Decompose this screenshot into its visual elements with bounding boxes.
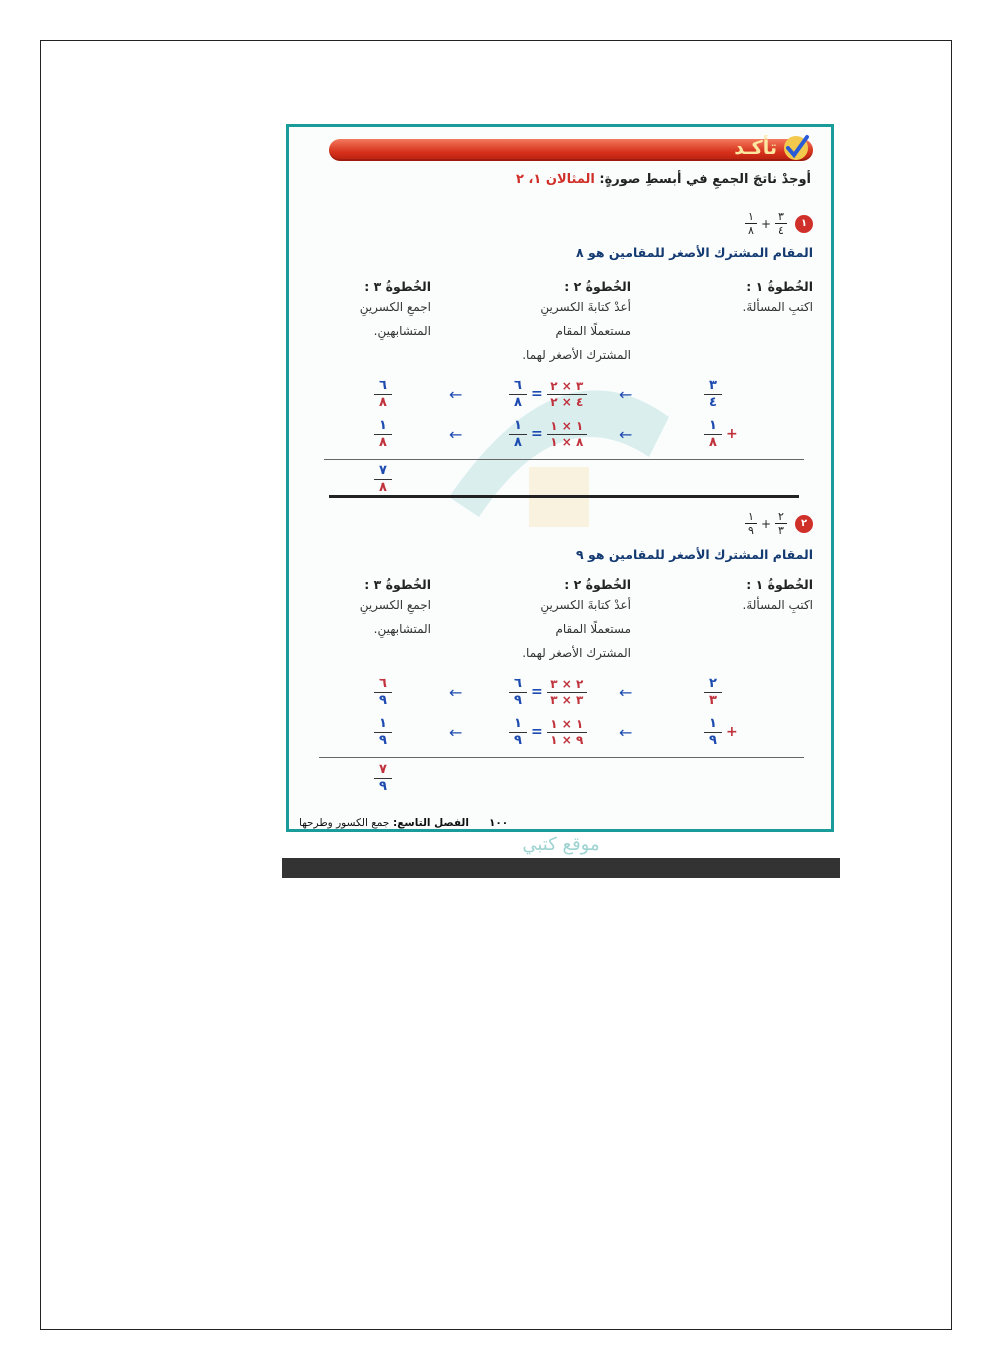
step-text: اجمعِ الكسرينِ (359, 598, 431, 612)
textbook-scan (282, 120, 840, 878)
problem-expression (745, 511, 787, 536)
arrow-icon: ← (619, 385, 633, 404)
step-label: الخُطوةُ ١ : (746, 279, 813, 294)
fraction: $\frac{١}{٨}$ (745, 211, 757, 236)
problem-expression (745, 211, 787, 236)
problem-badge: ٢ (795, 515, 813, 533)
problem-badge: ١ (795, 215, 813, 233)
step-text: المشترك الأصغر لهما. (522, 646, 631, 660)
step-text: اكتبِ المسألةَ. (742, 300, 813, 314)
sum-line (319, 757, 804, 758)
step-label: الخُطوةُ ٣ : (364, 279, 431, 294)
lcd-statement: المقام المشترك الأصغر للمقامين هو ٩ (576, 547, 813, 562)
final-fraction: ١ ٩ (374, 717, 392, 748)
step-text: اكتبِ المسألةَ. (742, 598, 813, 612)
step-label: الخُطوةُ ٢ : (564, 577, 631, 592)
problem-1-header (745, 211, 813, 236)
step-text: أعدْ كتابةَ الكسرينِ (540, 598, 631, 612)
step-2 (481, 279, 631, 367)
step-text: مستعملًا المقام (555, 622, 631, 636)
original-fraction: ٢ ٣ (704, 677, 722, 708)
arrow-icon: ← (619, 723, 633, 742)
step-label: الخُطوةُ ٣ : (364, 577, 431, 592)
rewritten-fraction: ١ ٨ = ١ × ١ ٨ × ١ (509, 419, 587, 450)
step-text: أعدْ كتابةَ الكسرينِ (540, 300, 631, 314)
step-label: الخُطوةُ ٢ : (564, 279, 631, 294)
arrow-icon: ← (449, 425, 463, 444)
instruction (516, 172, 811, 187)
final-fraction: ٦ ٩ (374, 677, 392, 708)
rewritten-fraction: ١ ٩ = ١ × ١ ٩ × ١ (509, 717, 587, 748)
original-fraction: ٣ ٤ (704, 379, 722, 410)
arrow-icon: ← (619, 683, 633, 702)
sum-fraction: ٧ ٨ (374, 464, 392, 495)
section-divider (329, 495, 799, 498)
sum-line (324, 459, 804, 460)
step-1 (683, 577, 813, 617)
original-fraction: ١ ٨ + (704, 419, 738, 450)
arrow-icon: ← (449, 385, 463, 404)
title-text: تأكـد (734, 137, 777, 159)
content-frame (286, 124, 834, 832)
final-fraction: ٦ ٨ (374, 379, 392, 410)
rewritten-fraction: ٦ ٩ = ٢ × ٣ ٣ × ٣ (509, 677, 587, 708)
plus-sign: + (760, 216, 771, 231)
final-fraction: ١ ٨ (374, 419, 392, 450)
fraction: $\frac{٢}{٣}$ (775, 511, 787, 536)
chapter-info: الفصل التاسع: جمع الكسور وطرحها (299, 817, 469, 829)
fraction: $\frac{٣}{٤}$ (775, 211, 787, 236)
step-1 (683, 279, 813, 319)
scan-bottom-bar (282, 858, 840, 878)
original-fraction: ١ ٩ + (704, 717, 738, 748)
arrow-icon: ← (449, 723, 463, 742)
step-text: المتشابهينِ. (373, 622, 431, 636)
step-text: المتشابهينِ. (373, 324, 431, 338)
plus-sign: + (760, 516, 771, 531)
step-3 (311, 577, 431, 641)
problem-2-header (745, 511, 813, 536)
instruction-text: أوجدْ ناتجَ الجمعِ في أبسطِ صورةٍ: (599, 172, 811, 187)
section-title (734, 131, 811, 165)
lcd-statement: المقام المشترك الأصغر للمقامين هو ٨ (576, 245, 813, 260)
page-number: ١٠٠ (488, 817, 509, 829)
arrow-icon: ← (449, 683, 463, 702)
rewritten-fraction: ٦ ٨ = ٣ × ٢ ٤ × ٢ (509, 379, 587, 410)
step-text: المشترك الأصغر لهما. (522, 348, 631, 362)
step-text: اجمعِ الكسرينِ (359, 300, 431, 314)
page-footer (299, 817, 508, 829)
arrow-icon: ← (619, 425, 633, 444)
step-2 (481, 577, 631, 665)
step-text: مستعملًا المقام (555, 324, 631, 338)
site-watermark: موقع كتبي (522, 834, 600, 855)
checkmark-icon (781, 133, 811, 163)
fraction: $\frac{١}{٩}$ (745, 511, 757, 536)
step-3 (311, 279, 431, 343)
step-label: الخُطوةُ ١ : (746, 577, 813, 592)
sum-fraction: ٧ ٩ (374, 763, 392, 794)
example-reference: المثالان ١، ٢ (515, 172, 595, 187)
